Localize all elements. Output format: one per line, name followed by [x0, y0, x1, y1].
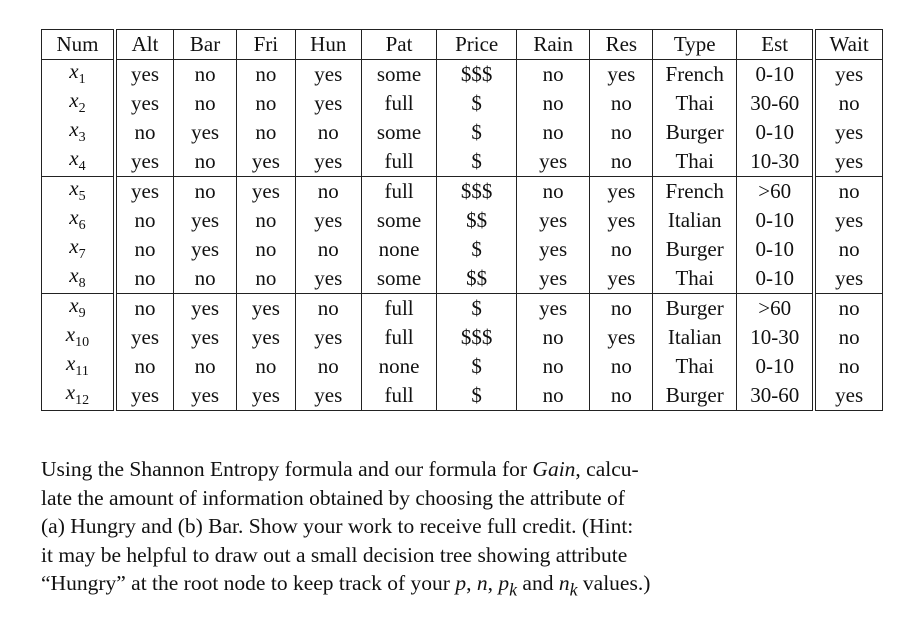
- cell-rain: no: [516, 118, 589, 147]
- cell-type: French: [653, 60, 737, 90]
- example-id-variable: x: [66, 352, 76, 376]
- cell-rain: no: [516, 60, 589, 90]
- table-row: [42, 206, 883, 235]
- cell-est: 10-30: [737, 147, 815, 177]
- column-header-rain: Rain: [516, 30, 589, 60]
- example-id-variable: x: [69, 89, 79, 113]
- example-id-cell: [42, 294, 115, 324]
- example-id-cell: [42, 177, 115, 207]
- cell-hun: yes: [295, 264, 361, 294]
- cell-rain: yes: [516, 235, 589, 264]
- cell-bar: yes: [174, 294, 237, 324]
- question-line-2: late the amount of information obtained by choosing the attribute of: [41, 485, 625, 510]
- cell-hun: no: [295, 235, 361, 264]
- example-id-cell: [42, 264, 115, 294]
- cell-res: yes: [590, 206, 653, 235]
- column-header-wait: Wait: [814, 30, 882, 60]
- cell-res: no: [590, 352, 653, 381]
- example-id-variable: x: [69, 176, 79, 201]
- cell-est: 0-10: [737, 235, 815, 264]
- cell-wait: no: [814, 294, 882, 324]
- cell-hun: yes: [295, 89, 361, 118]
- example-id-cell: [42, 323, 115, 352]
- cell-type: Thai: [653, 89, 737, 118]
- cell-res: no: [590, 147, 653, 177]
- cell-rain: no: [516, 89, 589, 118]
- example-id-subscript: 8: [78, 276, 86, 292]
- cell-wait: no: [814, 352, 882, 381]
- table-row: [42, 147, 883, 177]
- cell-fri: no: [237, 60, 296, 90]
- cell-fri: no: [237, 352, 296, 381]
- cell-rain: yes: [516, 147, 589, 177]
- table-row: [42, 177, 883, 207]
- table-row: [42, 294, 883, 324]
- cell-bar: yes: [174, 235, 237, 264]
- cell-est: >60: [737, 294, 815, 324]
- column-header-fri: Fri: [237, 30, 296, 60]
- variable-nk-base: n: [558, 571, 570, 595]
- cell-alt: yes: [115, 147, 174, 177]
- cell-hun: yes: [295, 60, 361, 90]
- cell-wait: yes: [814, 147, 882, 177]
- cell-est: 0-10: [737, 118, 815, 147]
- cell-alt: no: [115, 206, 174, 235]
- cell-alt: yes: [115, 60, 174, 90]
- column-header-alt: Alt: [115, 30, 174, 60]
- question-line-1: [41, 455, 761, 484]
- restaurant-examples-table: [41, 29, 883, 411]
- cell-price: $$$: [437, 60, 517, 90]
- cell-est: 30-60: [737, 89, 815, 118]
- column-header-num: Num: [42, 30, 115, 60]
- example-id-variable: x: [65, 323, 76, 347]
- cell-type: Thai: [653, 264, 737, 294]
- cell-wait: yes: [814, 118, 882, 147]
- variable-pk: [498, 571, 518, 600]
- cell-bar: no: [174, 147, 237, 177]
- cell-price: $: [437, 381, 517, 411]
- table-row: [42, 235, 883, 264]
- cell-fri: yes: [237, 381, 296, 411]
- cell-hun: yes: [295, 147, 361, 177]
- example-id-subscript: 11: [75, 364, 89, 380]
- example-id-cell: [42, 235, 115, 264]
- cell-res: no: [590, 118, 653, 147]
- cell-rain: no: [516, 177, 589, 207]
- example-id-variable: x: [69, 118, 79, 142]
- question-line-5-end: values.): [577, 571, 651, 595]
- cell-hun: no: [295, 118, 361, 147]
- cell-res: yes: [590, 177, 653, 207]
- cell-wait: yes: [814, 206, 882, 235]
- cell-bar: no: [174, 177, 237, 207]
- example-id-cell: [42, 352, 115, 381]
- cell-price: $: [437, 147, 517, 177]
- example-id-variable: x: [69, 264, 79, 288]
- cell-fri: yes: [237, 177, 296, 207]
- example-id-cell: [42, 118, 115, 147]
- table-row: [42, 60, 883, 90]
- example-id-variable: x: [69, 147, 79, 171]
- cell-alt: no: [115, 235, 174, 264]
- table-row: [42, 264, 883, 294]
- separator-and: and: [517, 571, 559, 595]
- cell-pat: full: [361, 147, 437, 177]
- cell-fri: no: [237, 264, 296, 294]
- cell-fri: no: [237, 206, 296, 235]
- cell-type: Thai: [653, 352, 737, 381]
- cell-price: $: [437, 89, 517, 118]
- variable-pk-base: p: [498, 571, 510, 595]
- question-line-5-text: “Hungry” at the root node to keep track of your: [41, 571, 456, 595]
- cell-price: $$$: [437, 323, 517, 352]
- example-id-subscript: 9: [78, 306, 86, 322]
- example-id-cell: [42, 60, 115, 90]
- table-row: [42, 89, 883, 118]
- cell-wait: yes: [814, 264, 882, 294]
- cell-est: 0-10: [737, 206, 815, 235]
- cell-type: Italian: [653, 206, 737, 235]
- cell-bar: yes: [174, 323, 237, 352]
- cell-bar: no: [174, 60, 237, 90]
- gain-term: Gain: [532, 457, 576, 481]
- cell-fri: no: [237, 89, 296, 118]
- cell-pat: full: [361, 323, 437, 352]
- cell-est: 0-10: [737, 60, 815, 90]
- cell-res: yes: [590, 60, 653, 90]
- separator-comma-1: ,: [466, 571, 477, 595]
- cell-rain: yes: [516, 264, 589, 294]
- example-id-cell: [42, 89, 115, 118]
- cell-fri: yes: [237, 294, 296, 324]
- cell-bar: no: [174, 89, 237, 118]
- variable-p: p: [455, 571, 467, 595]
- table-header: [42, 30, 883, 60]
- cell-alt: no: [115, 294, 174, 324]
- question-line-5: [41, 569, 761, 604]
- cell-alt: no: [115, 264, 174, 294]
- cell-price: $$: [437, 206, 517, 235]
- cell-type: Burger: [653, 118, 737, 147]
- column-header-est: Est: [737, 30, 815, 60]
- variable-nk-subscript: k: [569, 579, 578, 600]
- cell-pat: full: [361, 177, 437, 207]
- cell-wait: no: [814, 89, 882, 118]
- cell-hun: yes: [295, 206, 361, 235]
- cell-res: no: [590, 381, 653, 411]
- cell-alt: yes: [115, 89, 174, 118]
- cell-bar: yes: [174, 381, 237, 411]
- cell-res: yes: [590, 323, 653, 352]
- cell-est: 0-10: [737, 264, 815, 294]
- cell-rain: no: [516, 381, 589, 411]
- cell-alt: yes: [115, 323, 174, 352]
- example-id-variable: x: [69, 235, 79, 259]
- cell-price: $$: [437, 264, 517, 294]
- example-id-subscript: 6: [78, 218, 86, 234]
- cell-est: 0-10: [737, 352, 815, 381]
- question-line-1-text-b: , calcu-: [575, 457, 639, 481]
- cell-pat: none: [361, 352, 437, 381]
- cell-alt: no: [115, 352, 174, 381]
- cell-pat: some: [361, 206, 437, 235]
- table-row: [42, 118, 883, 147]
- cell-fri: yes: [237, 147, 296, 177]
- cell-type: Burger: [653, 381, 737, 411]
- cell-bar: yes: [174, 206, 237, 235]
- cell-price: $: [437, 235, 517, 264]
- cell-pat: full: [361, 381, 437, 411]
- cell-bar: no: [174, 264, 237, 294]
- variable-nk: [558, 571, 578, 600]
- cell-wait: no: [814, 323, 882, 352]
- cell-type: Italian: [653, 323, 737, 352]
- cell-type: Burger: [653, 235, 737, 264]
- column-header-bar: Bar: [174, 30, 237, 60]
- example-id-subscript: 1: [78, 72, 86, 88]
- variable-n: n: [476, 571, 488, 595]
- cell-hun: yes: [295, 323, 361, 352]
- cell-pat: full: [361, 89, 437, 118]
- cell-rain: no: [516, 323, 589, 352]
- cell-type: Thai: [653, 147, 737, 177]
- cell-wait: no: [814, 235, 882, 264]
- cell-alt: yes: [115, 177, 174, 207]
- table-body: [42, 60, 883, 411]
- cell-pat: some: [361, 264, 437, 294]
- cell-res: no: [590, 89, 653, 118]
- separator-comma-2: ,: [487, 571, 499, 595]
- question-line-4: it may be helpful to draw out a small decision tree showing attribute: [41, 542, 628, 567]
- example-id-subscript: 7: [78, 247, 86, 263]
- cell-fri: no: [237, 118, 296, 147]
- table-row: [42, 352, 883, 381]
- cell-est: >60: [737, 177, 815, 207]
- cell-pat: none: [361, 235, 437, 264]
- example-id-cell: [42, 381, 115, 411]
- cell-alt: no: [115, 118, 174, 147]
- cell-pat: some: [361, 60, 437, 90]
- example-id-variable: x: [65, 381, 76, 405]
- cell-wait: yes: [814, 381, 882, 411]
- cell-type: French: [653, 177, 737, 207]
- cell-bar: no: [174, 352, 237, 381]
- column-header-pat: Pat: [361, 30, 437, 60]
- question-line-1-text-a: Using the Shannon Entropy formula and our formula for: [41, 457, 533, 481]
- cell-price: $: [437, 118, 517, 147]
- column-header-type: Type: [653, 30, 737, 60]
- example-id-variable: x: [69, 206, 79, 230]
- cell-res: no: [590, 294, 653, 324]
- cell-hun: no: [295, 352, 361, 381]
- cell-rain: no: [516, 352, 589, 381]
- example-id-subscript: 5: [78, 189, 86, 205]
- example-id-cell: [42, 147, 115, 177]
- cell-fri: no: [237, 235, 296, 264]
- cell-alt: yes: [115, 381, 174, 411]
- question-line-3: (a) Hungry and (b) Bar. Show your work to receive full credit. (Hint:: [41, 514, 634, 538]
- example-id-subscript: 3: [78, 130, 86, 146]
- cell-hun: no: [295, 177, 361, 207]
- example-id-subscript: 2: [78, 101, 86, 117]
- cell-wait: yes: [814, 60, 882, 90]
- table-row: [42, 381, 883, 411]
- cell-bar: yes: [174, 118, 237, 147]
- question-text: [41, 455, 761, 604]
- restaurant-examples-table-wrapper: [41, 29, 883, 411]
- cell-hun: no: [295, 294, 361, 324]
- cell-est: 30-60: [737, 381, 815, 411]
- column-header-res: Res: [590, 30, 653, 60]
- cell-rain: yes: [516, 206, 589, 235]
- cell-rain: yes: [516, 294, 589, 324]
- column-header-price: Price: [437, 30, 517, 60]
- cell-wait: no: [814, 177, 882, 207]
- cell-price: $: [437, 352, 517, 381]
- example-id-cell: [42, 206, 115, 235]
- example-id-variable: x: [69, 293, 79, 318]
- cell-pat: some: [361, 118, 437, 147]
- header-row: [42, 30, 883, 60]
- cell-type: Burger: [653, 294, 737, 324]
- example-id-subscript: 10: [75, 335, 90, 351]
- column-header-hun: Hun: [295, 30, 361, 60]
- cell-price: $$$: [437, 177, 517, 207]
- cell-fri: yes: [237, 323, 296, 352]
- variable-pk-subscript: k: [509, 579, 518, 600]
- example-id-variable: x: [69, 59, 79, 84]
- example-id-subscript: 12: [75, 393, 90, 409]
- cell-est: 10-30: [737, 323, 815, 352]
- cell-res: no: [590, 235, 653, 264]
- cell-price: $: [437, 294, 517, 324]
- cell-pat: full: [361, 294, 437, 324]
- cell-res: yes: [590, 264, 653, 294]
- cell-hun: yes: [295, 381, 361, 411]
- table-row: [42, 323, 883, 352]
- example-id-subscript: 4: [78, 159, 86, 175]
